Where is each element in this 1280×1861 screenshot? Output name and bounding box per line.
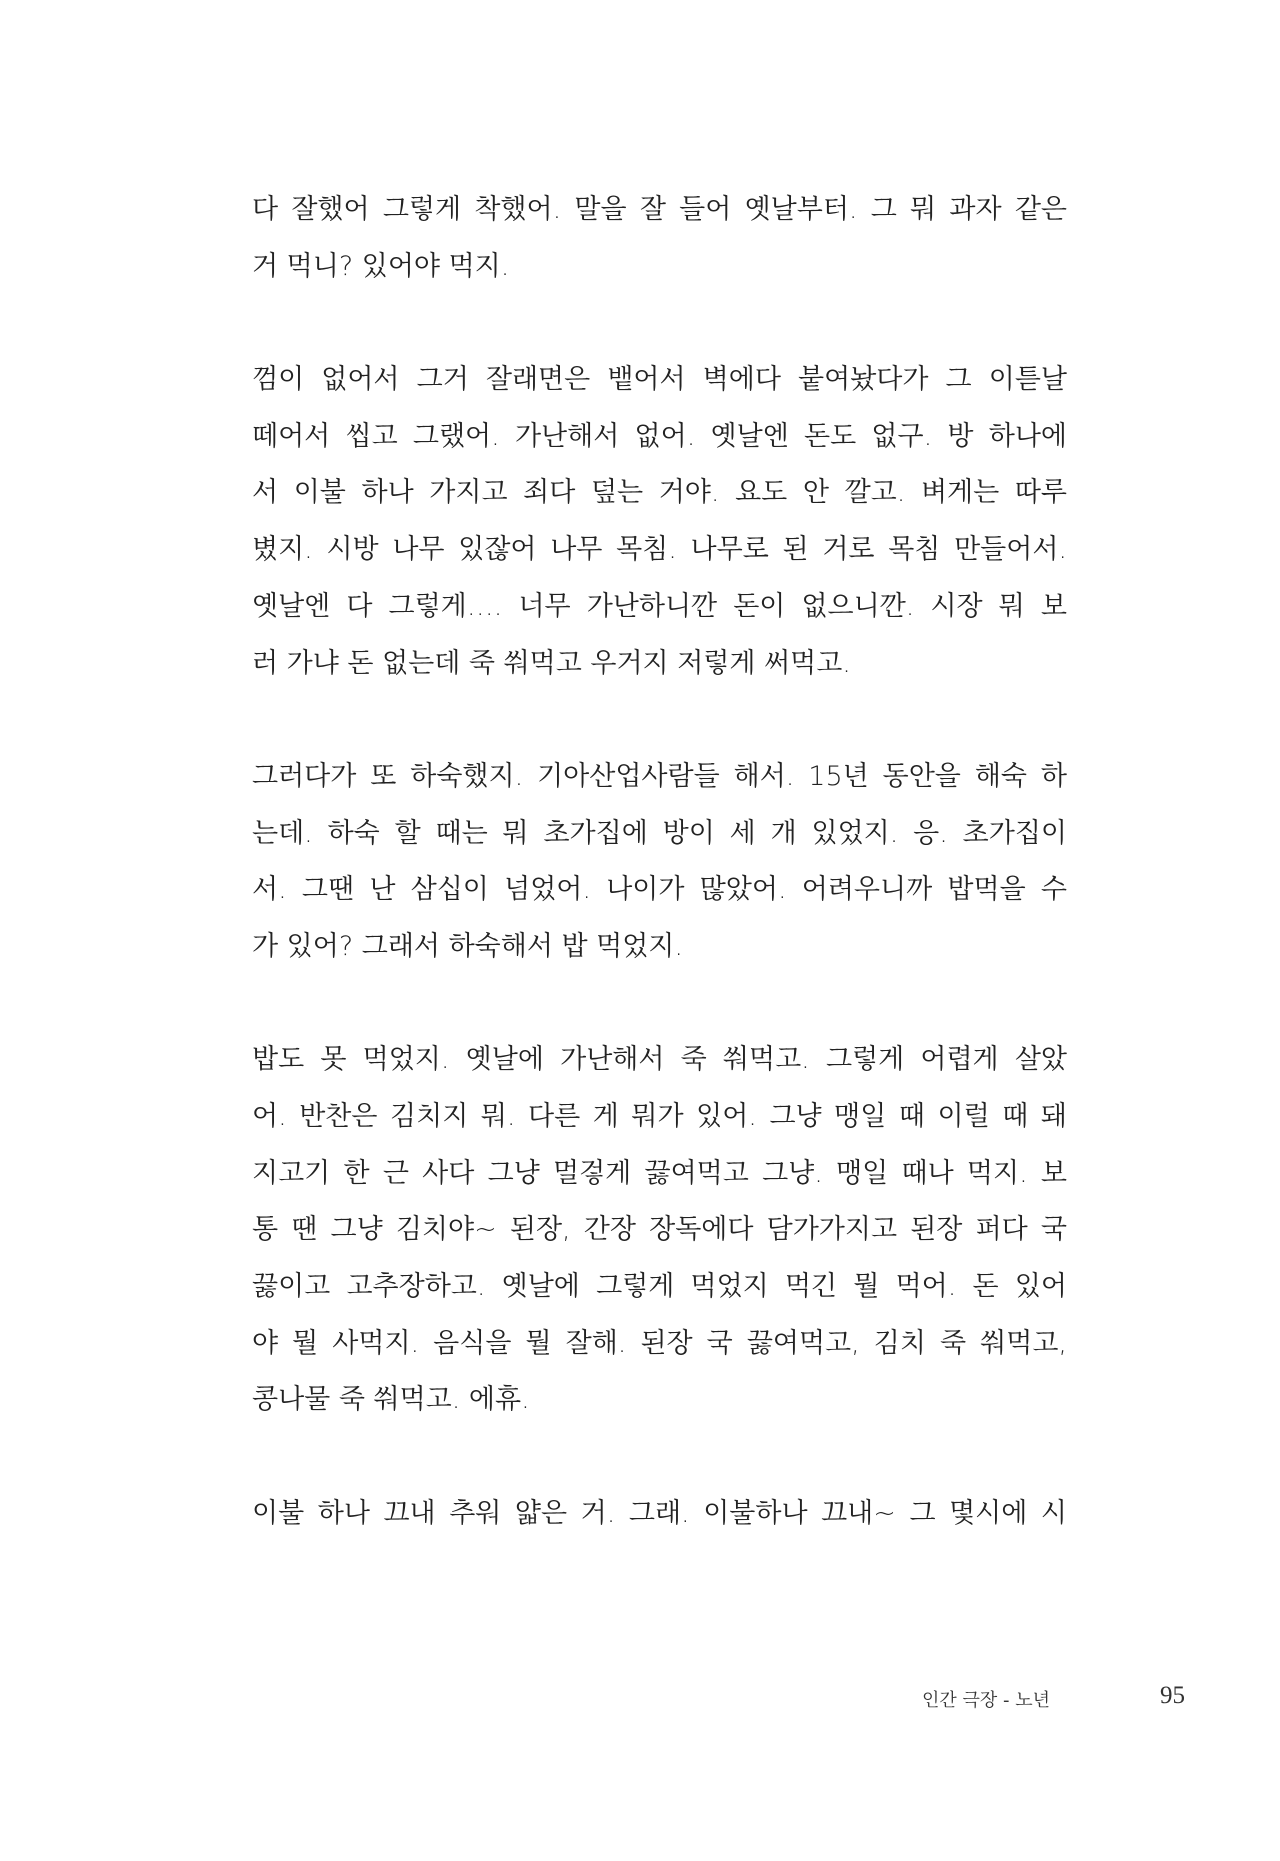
text-line: 끓이고 고추장하고. 옛날에 그렇게 먹었지 먹긴 뭘 먹어. 돈 있어 [252, 1271, 1067, 1303]
paragraph-3 [252, 749, 1067, 976]
paragraph-2 [252, 352, 1067, 692]
text-line: 지고기 한 근 사다 그냥 멀겋게 끓여먹고 그냥. 맹일 때나 먹지. 보 [252, 1157, 1067, 1189]
text-line: 다 잘했어 그렇게 착했어. 말을 잘 들어 옛날부터. 그 뭐 과자 같은 [252, 194, 1067, 225]
paragraph-1 [252, 182, 1067, 295]
paragraph-4 [252, 1032, 1067, 1429]
text-line: 어. 반찬은 김치지 뭐. 다른 게 뭐가 있어. 그냥 맹일 때 이럴 때 돼 [252, 1101, 1067, 1132]
text-line: 옛날엔 다 그렇게…. 너무 가난하니깐 돈이 없으니깐. 시장 뭐 보 [252, 590, 1067, 622]
text-line: 는데. 하숙 할 때는 뭐 초가집에 방이 세 개 있었지. 응. 초가집이 [252, 817, 1067, 849]
text-line: 이불 하나 끄내 추워 얇은 거. 그래. 이불하나 끄내~ 그 몇시에 시 [252, 1497, 1067, 1529]
text-line: 밥도 못 먹었지. 옛날에 가난해서 죽 쒀먹고. 그렇게 어렵게 살았 [252, 1044, 1067, 1076]
page-footer [0, 1682, 1280, 1722]
text-line: 가 있어? 그래서 하숙해서 밥 먹었지. [252, 930, 683, 962]
text-line: 서. 그땐 난 삼십이 넘었어. 나이가 많았어. 어려우니까 밥먹을 수 [252, 874, 1067, 906]
paragraph-5 [252, 1486, 1067, 1543]
text-line: 야 뭘 사먹지. 음식을 뭘 잘해. 된장 국 끓여먹고, 김치 죽 쒀먹고, [252, 1327, 1067, 1359]
text-line: 떼어서 씹고 그랬어. 가난해서 없어. 옛날엔 돈도 없구. 방 하나에 [252, 420, 1067, 452]
text-line: 통 땐 그냥 김치야~ 된장, 간장 장독에다 담가가지고 된장 퍼다 국 [252, 1214, 1067, 1246]
text-line: 껌이 없어서 그거 잘래면은 뱉어서 벽에다 붙여놨다가 그 이튿날 [252, 364, 1067, 396]
running-title: 인간 극장 - 노년 [922, 1690, 1050, 1711]
text-line: 러 가냐 돈 없는데 죽 쒀먹고 우거지 저렇게 써먹고. [252, 647, 851, 679]
text-line: 콩나물 죽 쒀먹고. 에휴. [252, 1384, 530, 1416]
text-line: 볐지. 시방 나무 있잖어 나무 목침. 나무로 된 거로 목침 만들어서. [252, 534, 1067, 566]
text-line: 그러다가 또 하숙했지. 기아산업사람들 해서. 15년 동안을 해숙 하 [252, 760, 1067, 792]
text-line: 서 이불 하나 가지고 죄다 덮는 거야. 요도 안 깔고. 벼게는 따루 [252, 477, 1067, 509]
page-number: 95 [1160, 1682, 1185, 1709]
body-text [252, 182, 1067, 1599]
text-line: 거 먹니? 있어야 먹지. [252, 250, 510, 282]
